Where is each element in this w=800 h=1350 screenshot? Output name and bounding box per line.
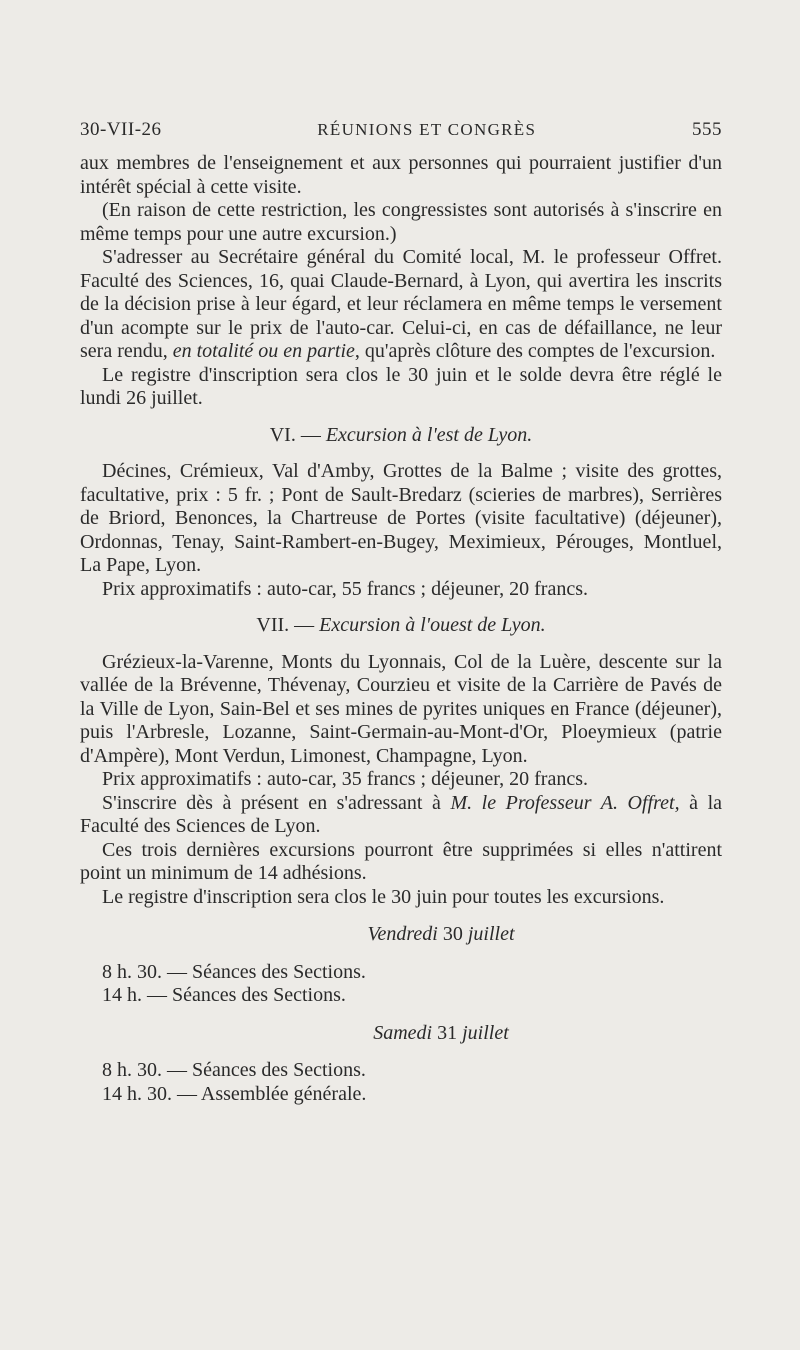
intro-paragraph-2: (En raison de cette restriction, les congressistes sont autorisés à s'inscrire en même temps pour une autre excursion.) [80,199,722,245]
section-vii-paragraph-2: Prix approximatifs : auto-car, 35 francs ; déjeuner, 20 francs. [102,768,589,790]
header-date: 30-VII-26 [80,119,162,140]
friday-item-1: 8 h. 30. — Séances des Sections. [102,960,366,983]
saturday-month: juillet [462,1021,509,1044]
page-number: 555 [692,119,722,140]
section-vii-paragraph-5: Le registre d'inscription sera clos le 30 juin pour toutes les excursions. [102,885,665,908]
saturday-item-1: 8 h. 30. — Séances des Sections. [102,1059,366,1081]
saturday-day: Samedi [373,1021,433,1044]
day-heading-friday [80,923,722,947]
section-heading-vii [80,614,722,638]
intro-paragraph-3 [80,246,722,364]
section-vi-number: VI. — [269,423,326,446]
intro-p3-tail: , qu'après clôture des comptes de l'excursion. [354,340,716,362]
section-vii-paragraph-4: Ces trois dernières excursions pourront être supprimées si elles n'attirent point un minimum de 14 adhésions. [80,838,722,884]
header-title: RÉUNIONS ET CONGRÈS [317,120,537,139]
friday-month: juillet [467,923,515,945]
section-vi-title: Excursion à l'est de Lyon. [325,423,533,446]
friday-num: 30 [437,923,468,945]
intro-p3-emphasis: en totalité ou en partie [172,340,355,362]
page-content [80,118,722,1106]
day-heading-saturday [80,1022,722,1046]
intro-p3-text: S'adresser au Secrétaire général du Comité local, M. le professeur Offret. Faculté des Sciences, 16, quai Claude-Bernard, à Lyon, qui avertira les inscrits de la décision prise à leur égard, et leur réclamera en même temps le versement d'un acompte sur le prix de l'auto-car. Celui-ci, en cas de défaillance, ne leur sera rendu, [80,246,722,362]
saturday-num: 31 [432,1021,463,1044]
section-vii-number: VII. — [256,614,320,636]
saturday-item-2: 14 h. 30. — Assemblée générale. [102,1082,367,1105]
friday-day: Vendredi [367,923,438,945]
section-vii-title: Excursion à l'ouest de Lyon. [319,614,546,636]
section-vii-p3-text: S'inscrire dès à présent en s'adressant à [102,791,451,814]
section-vii-p3-tail: à la Faculté des Sciences de Lyon. [80,791,723,837]
section-vii-p3-emphasis: M. le Professeur A. Offret, [450,791,680,814]
section-vii-paragraph-3 [80,792,722,839]
running-header [80,118,722,152]
section-heading-vi [80,424,722,448]
section-vii-paragraph-1: Grézieux-la-Varenne, Monts du Lyonnais, Col de la Luère, descente sur la vallée de la Brévenne, Thévenay, Courzieu et visite de la Carrière de Pavés de la Ville de Lyon, Sain-Bel et ses mines de pyrites uniques en France (déjeuner), puis l'Arbresle, Lozanne, Saint-Germain-au-Mont-d'Or, Ploeymieux (patrie d'Ampère), Mont Verdun, Limonest, Champagne, Lyon. [80,650,722,767]
intro-paragraph-4: Le registre d'inscription sera clos le 30 juin et le solde devra être réglé le lundi 26 juillet. [80,363,722,409]
section-vi-paragraph-2: Prix approximatifs : auto-car, 55 francs ; déjeuner, 20 francs. [102,577,589,600]
intro-paragraph-1: aux membres de l'enseignement et aux personnes qui pourraient justifier d'un intérêt spécial à cette visite. [80,152,722,198]
friday-item-2: 14 h. — Séances des Sections. [102,984,346,1006]
section-vi-paragraph-1: Décines, Crémieux, Val d'Amby, Grottes de la Balme ; visite des grottes, facultative, prix : 5 fr. ; Pont de Sault-Bredarz (scieries de marbres), Serrières de Briord, Benonces, la Chartreuse de Portes (visite facultative) (déjeuner), Ordonnas, Tenay, Saint-Rambert-en-Bugey, Meximieux, Pérouges, Montluel, La Pape, Lyon. [80,460,722,576]
